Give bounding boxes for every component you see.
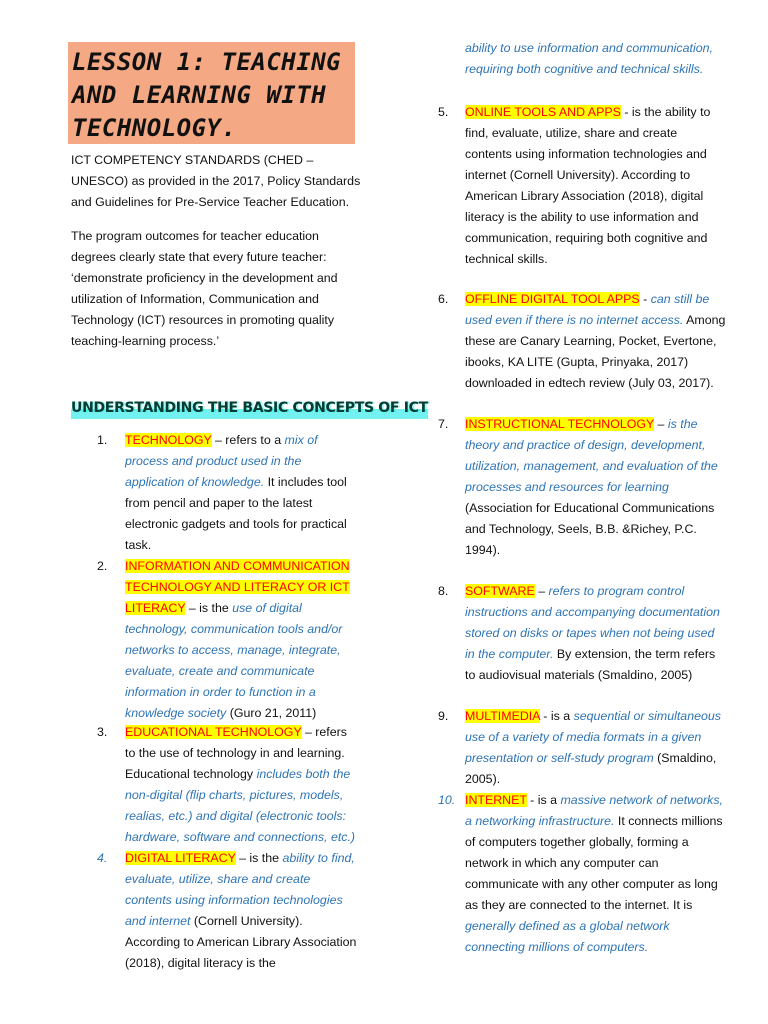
- item-rest: Among these are Canary Learning, Pocket, Evertone, ibooks, KA LITE (Gupta, Prinyaka, 2017) downloaded in edtech review (July 03, 2017).: [465, 313, 726, 390]
- item-rest: (Association for Educational Communications and Technology, Seels, B.B. &Richey, P.C. 1994).: [465, 501, 715, 557]
- item-body: [125, 848, 357, 974]
- item-definition: massive network of networks, a networking infrastructure.: [465, 793, 723, 828]
- item-body: [465, 289, 727, 394]
- item-term: MULTIMEDIA: [465, 709, 540, 723]
- item-term: EDUCATIONAL TECHNOLOGY: [125, 725, 302, 739]
- item-number: 3.: [97, 725, 108, 739]
- item-number: 5.: [438, 105, 449, 119]
- item-number: 1.: [97, 433, 108, 447]
- item-term: OFFLINE DIGITAL TOOL APPS: [465, 292, 640, 306]
- item-term: INFORMATION AND COMMUNICATION TECHNOLOGY AND LITERACY OR ICT LITERACY: [125, 559, 350, 615]
- item-number: 9.: [438, 709, 449, 723]
- item-definition: includes both the non-digital (flip charts, pictures, models, realias, etc.) and digital (electronic tools: hardware, software and connections, etc.): [125, 767, 356, 844]
- item-body: [465, 706, 727, 790]
- item-term: TECHNOLOGY: [125, 433, 212, 447]
- item-number: 4.: [97, 851, 108, 865]
- item-term: SOFTWARE: [465, 584, 535, 598]
- item-separator: - is a: [526, 793, 561, 807]
- item-body: [465, 581, 727, 686]
- item-body: [125, 556, 357, 724]
- item-body: [465, 414, 727, 561]
- outcomes-paragraph: The program outcomes for teacher education degrees clearly state that every future teacher: ‘demonstrate proficiency in the development and utilization of Information, Communication and Technology (ICT) resources in promoting quality teaching-learning process.’: [71, 229, 338, 348]
- item-number: 6.: [438, 292, 449, 306]
- item-rest: (Smaldino, 2005).: [465, 751, 717, 786]
- item-definition: refers to program control instructions and accompanying documentation stored on disks or tapes when not being used in the computer.: [465, 584, 720, 661]
- item-term: INTERNET: [465, 793, 527, 807]
- item-rest: It connects millions of computers together globally, forming a network in which any computer can communicate with any other computer as long as they are connected to the internet. It is: [465, 814, 723, 912]
- item-term: ONLINE TOOLS AND APPS: [465, 105, 621, 119]
- item-separator: – refers to a: [211, 433, 285, 447]
- item-number: 10.: [438, 793, 456, 807]
- title-banner: [68, 42, 355, 144]
- item-separator: –: [534, 584, 549, 598]
- item-body: [125, 722, 357, 848]
- item-rest: (Guro 21, 2011): [226, 706, 317, 720]
- item-definition: use of digital technology, communication tools and/or networks to access, manage, integrate, evaluate, create and communicate information in order to function in a knowledge society: [125, 601, 343, 720]
- item-number: 2.: [97, 559, 108, 573]
- intro-paragraph: ICT COMPETENCY STANDARDS (CHED – UNESCO) as provided in the 2017, Policy Standards and Guidelines for Pre-Service Teacher Education.: [71, 153, 361, 209]
- item-definition: sequential or simultaneous use of a variety of media formats in a given presentation or self-study program: [465, 709, 721, 765]
- item-term: DIGITAL LITERACY: [125, 851, 236, 865]
- item-separator: –: [654, 417, 668, 431]
- item-definition: mix of process and product used in the application of knowledge.: [125, 433, 318, 489]
- item-number: 7.: [438, 417, 449, 431]
- item-number: 8.: [438, 584, 449, 598]
- item-body: [465, 790, 727, 958]
- item-term: INSTRUCTIONAL TECHNOLOGY: [465, 417, 655, 431]
- item-separator: – refers to the use of technology in and learning. Educational technology: [125, 725, 347, 781]
- item-definition-2: generally defined as a global network connecting millions of computers.: [465, 919, 670, 954]
- page-title: LESSON 1: TEACHING AND LEARNING WITH TECHNOLOGY.: [72, 48, 342, 142]
- item-definition: can still be used even if there is no internet access.: [465, 292, 710, 327]
- item-separator: – is the: [235, 851, 283, 865]
- item-body: [465, 102, 727, 270]
- item-separator: - is the ability to find, evaluate, utilize, share and create contents using information technologies and internet (Cornell University). According to American Library Association (2018), digital literacy is the ability to use information and communication, requiring both cognitive and technical skills.: [465, 105, 711, 266]
- item-rest: It includes tool from pencil and paper to the latest electronic gadgets and tools for practical task.: [125, 475, 347, 552]
- item-separator: - is a: [539, 709, 574, 723]
- item-rest: (Cornell University). According to American Library Association (2018), digital literacy is the: [125, 914, 357, 970]
- continuation-text: ability to use information and communication, requiring both cognitive and technical skills.: [465, 41, 713, 76]
- item-rest: By extension, the term refers to audiovisual materials (Smaldino, 2005): [465, 647, 716, 682]
- item-separator: – is the: [185, 601, 233, 615]
- item-body: [125, 430, 357, 556]
- section-heading: UNDERSTANDING THE BASIC CONCEPTS OF ICT: [71, 397, 428, 419]
- item-separator: -: [639, 292, 651, 306]
- item-definition: is the theory and practice of design, development, utilization, management, and evaluation of the processes and resources for learning: [465, 417, 718, 494]
- item-definition: ability to find, evaluate, utilize, share and create contents using information technologies and internet: [125, 851, 355, 928]
